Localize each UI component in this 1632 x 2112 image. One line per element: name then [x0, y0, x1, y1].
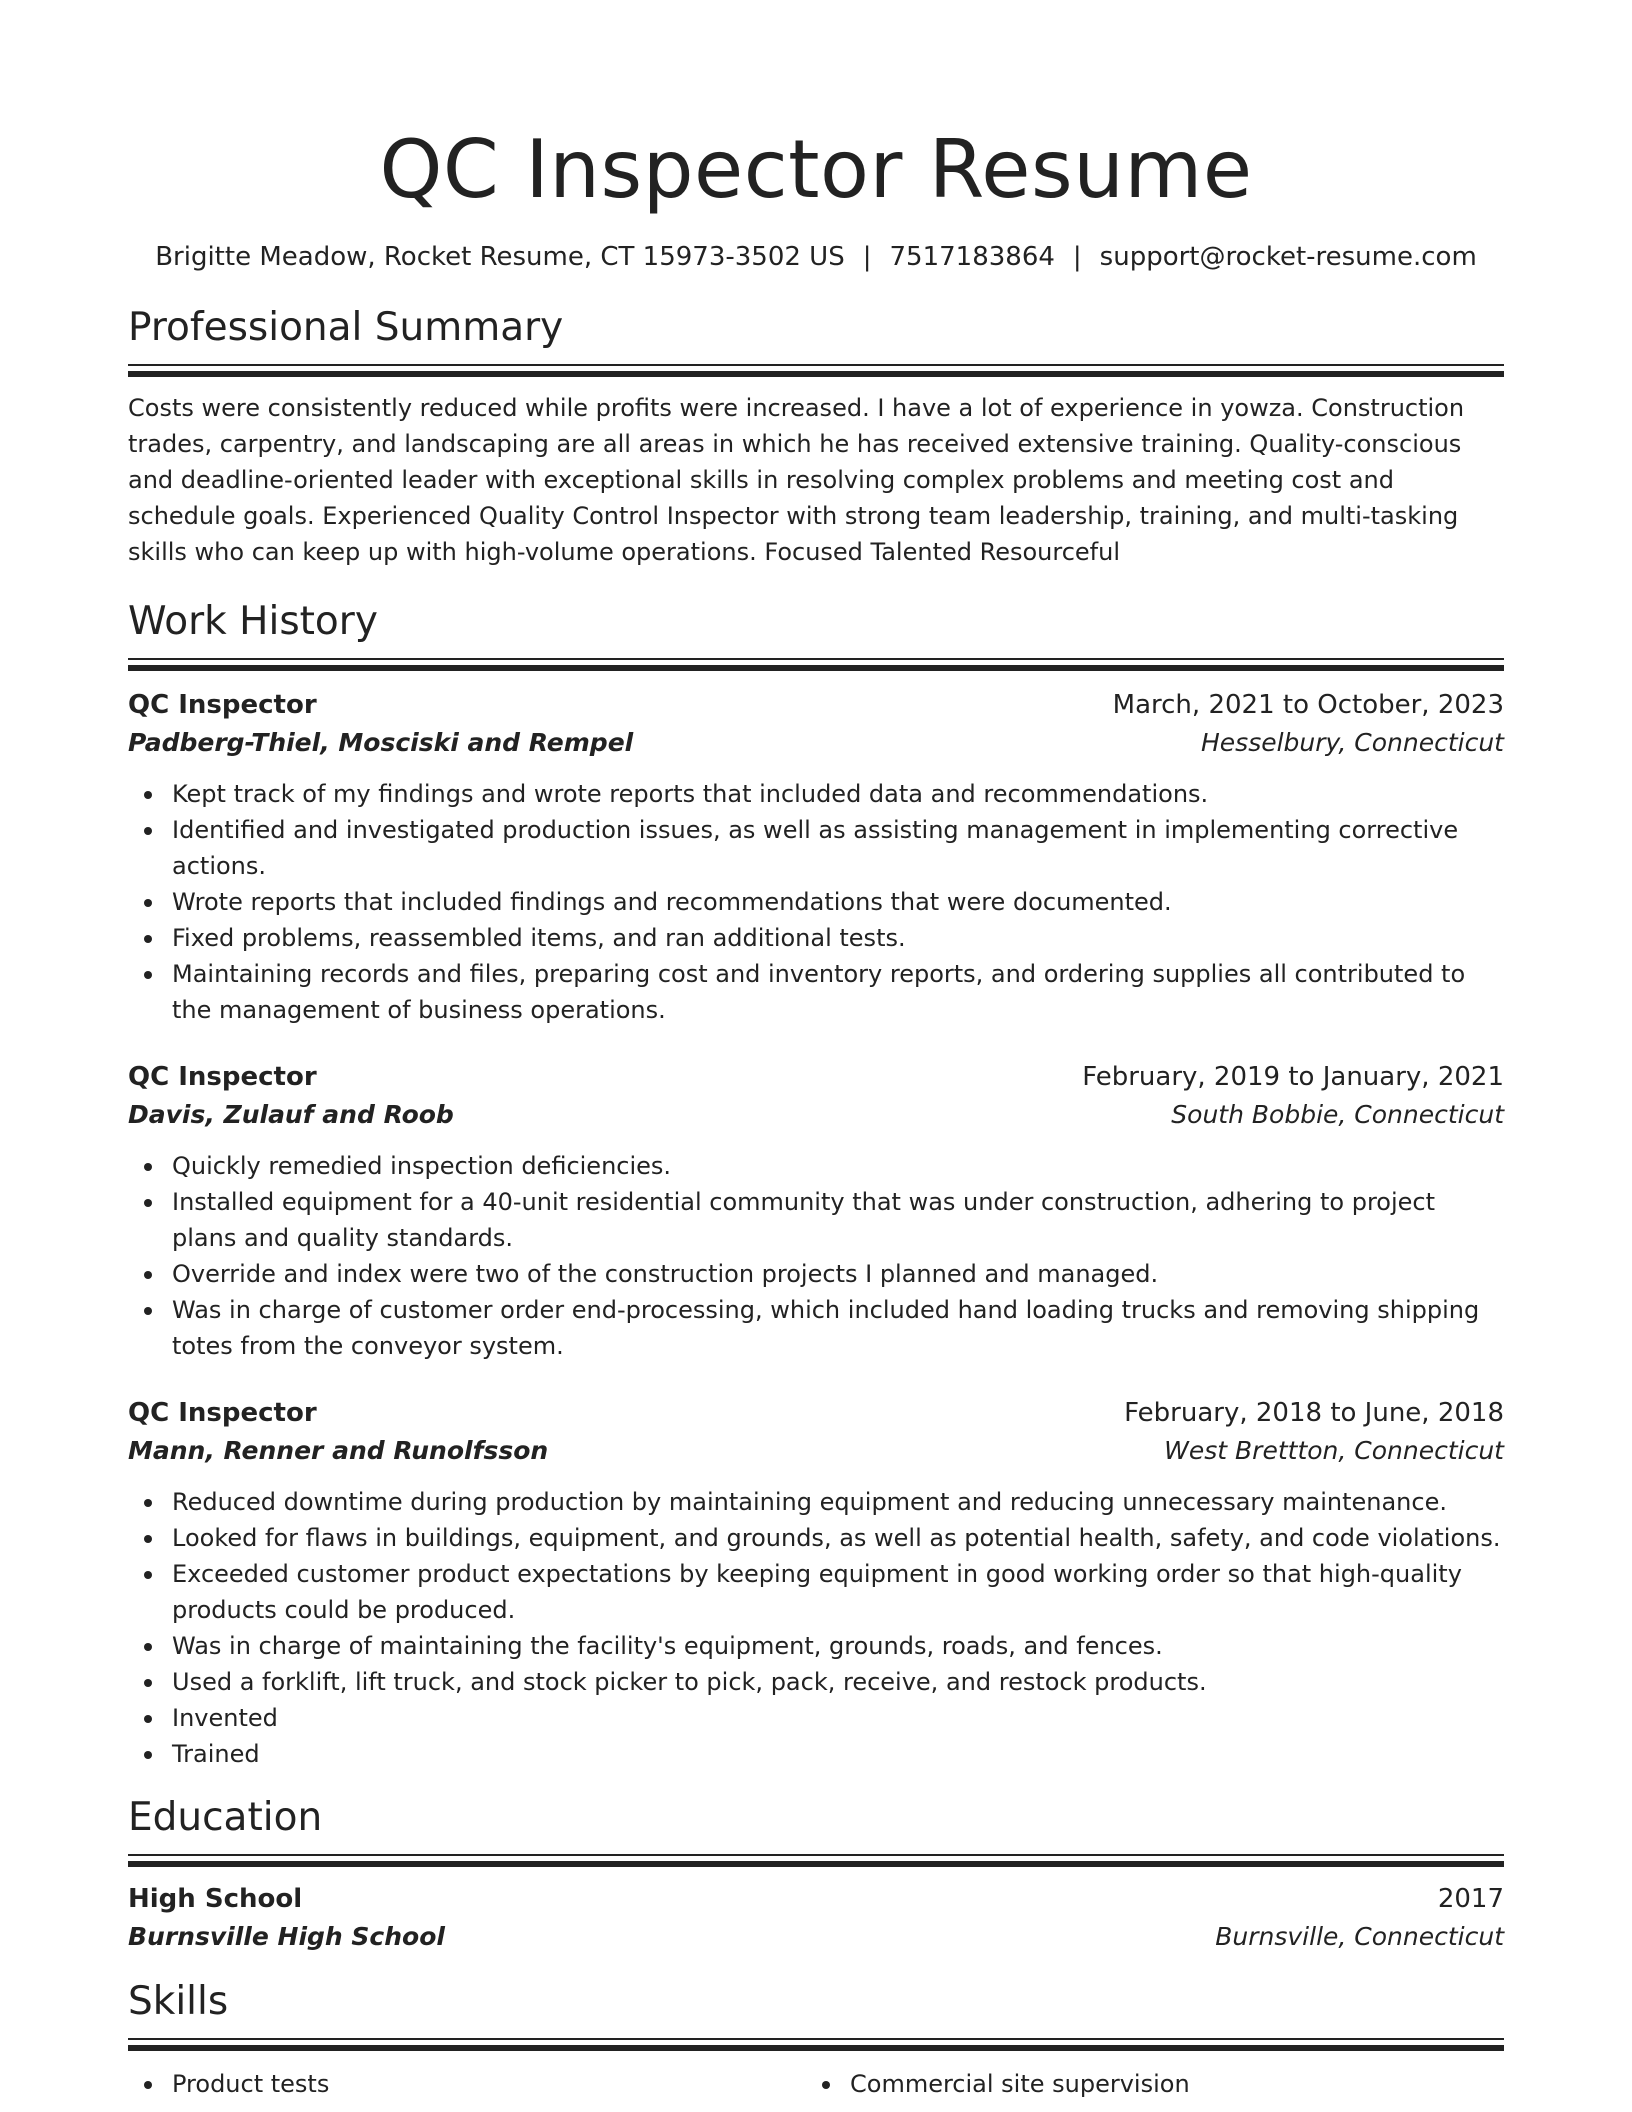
list-item: Fixed problems, reassembled items, and ran additional tests. — [128, 920, 1504, 956]
education-school: Burnsville High School — [128, 1922, 445, 1951]
skills-grid — [128, 2066, 1504, 2102]
contact-separator: | — [1072, 242, 1082, 272]
section-heading-education: Education — [128, 1795, 323, 1840]
resume-page — [128, 0, 1504, 2102]
job-header-row — [128, 686, 1504, 724]
section-divider — [128, 658, 1504, 672]
skills-column-left — [128, 2066, 806, 2102]
list-item: Trained — [128, 1736, 1504, 1772]
job-entry — [128, 686, 1504, 1028]
contact-line — [128, 240, 1504, 274]
resume-title: QC Inspector Resume — [379, 123, 1253, 216]
education-school-row — [128, 1918, 1504, 1956]
education-section — [128, 1794, 1504, 1956]
job-bullets — [128, 1484, 1504, 1772]
job-company-row — [128, 1432, 1504, 1470]
job-title: QC Inspector — [128, 1062, 317, 1092]
job-company-row — [128, 724, 1504, 762]
work-history-section — [128, 598, 1504, 1772]
education-degree: High School — [128, 1884, 303, 1914]
list-item: Override and index were two of the construction projects I planned and managed. — [128, 1256, 1504, 1292]
list-item: Was in charge of maintaining the facility's equipment, grounds, roads, and fences. — [128, 1628, 1504, 1664]
job-company: Mann, Renner and Runolfsson — [128, 1436, 549, 1465]
section-heading-summary: Professional Summary — [128, 305, 564, 350]
section-divider — [128, 2038, 1504, 2052]
list-item: Invented — [128, 1700, 1504, 1736]
skill-item: Product tests — [128, 2066, 806, 2102]
education-entry — [128, 1880, 1504, 1956]
education-header-row — [128, 1880, 1504, 1918]
job-location: West Brettton, Connecticut — [1164, 1436, 1504, 1465]
job-entry — [128, 1394, 1504, 1772]
education-year: 2017 — [1437, 1884, 1504, 1914]
job-bullets — [128, 1148, 1504, 1364]
job-company: Davis, Zulauf and Roob — [128, 1100, 454, 1129]
list-item: Reduced downtime during production by maintaining equipment and reducing unnecessary maintenance. — [128, 1484, 1504, 1520]
contact-address: Brigitte Meadow, Rocket Resume, CT 15973-3502 US — [155, 242, 845, 272]
job-dates: February, 2019 to January, 2021 — [1082, 1062, 1504, 1092]
skills-column-right — [806, 2066, 1484, 2102]
section-divider — [128, 1854, 1504, 1868]
job-title: QC Inspector — [128, 1398, 317, 1428]
job-header-row — [128, 1058, 1504, 1096]
job-company: Padberg-Thiel, Mosciski and Rempel — [128, 728, 634, 757]
job-bullets — [128, 776, 1504, 1028]
summary-section — [128, 304, 1504, 570]
skill-item: Commercial site supervision — [806, 2066, 1484, 2102]
list-item: Wrote reports that included findings and recommendations that were documented. — [128, 884, 1504, 920]
section-heading-skills: Skills — [128, 1979, 229, 2024]
list-item: Was in charge of customer order end-processing, which included hand loading trucks and removing shipping totes from the conveyor system. — [128, 1292, 1504, 1364]
job-header-row — [128, 1394, 1504, 1432]
skills-section — [128, 1978, 1504, 2102]
list-item: Quickly remedied inspection deficiencies. — [128, 1148, 1504, 1184]
job-company-row — [128, 1096, 1504, 1134]
job-location: South Bobbie, Connecticut — [1171, 1100, 1504, 1129]
list-item: Identified and investigated production issues, as well as assisting management in implementing corrective actions. — [128, 812, 1504, 884]
list-item: Kept track of my findings and wrote reports that included data and recommendations. — [128, 776, 1504, 812]
list-item: Installed equipment for a 40-unit residential community that was under construction, adhering to project plans and quality standards. — [128, 1184, 1504, 1256]
contact-separator: | — [862, 242, 872, 272]
list-item: Maintaining records and files, preparing cost and inventory reports, and ordering supplies all contributed to the management of business operations. — [128, 956, 1504, 1028]
summary-text: Costs were consistently reduced while profits were increased. I have a lot of experience in yowza. Construction trades, carpentry, and landscaping are all areas in which he has received extensive training. Quality-conscious and deadline-oriented leader with exceptional skills in resolving complex problems and meeting cost and schedule goals. Experienced Quality Control Inspector with strong team leadership, training, and multi-tasking skills who can keep up with high-volume operations. Focused Talented Resourceful — [128, 394, 1465, 566]
job-dates: March, 2021 to October, 2023 — [1112, 690, 1504, 720]
section-heading-work-history: Work History — [128, 599, 378, 644]
contact-email[interactable]: support@rocket-resume.com — [1099, 242, 1477, 272]
list-item: Used a forklift, lift truck, and stock picker to pick, pack, receive, and restock products. — [128, 1664, 1504, 1700]
job-entry — [128, 1058, 1504, 1364]
list-item: Looked for flaws in buildings, equipment, and grounds, as well as potential health, safety, and code violations. — [128, 1520, 1504, 1556]
section-divider — [128, 364, 1504, 378]
list-item: Exceeded customer product expectations by keeping equipment in good working order so that high-quality products could be produced. — [128, 1556, 1504, 1628]
contact-phone: 7517183864 — [889, 242, 1055, 272]
job-location: Hesselbury, Connecticut — [1200, 728, 1504, 757]
job-title: QC Inspector — [128, 690, 317, 720]
education-location: Burnsville, Connecticut — [1215, 1922, 1504, 1951]
job-dates: February, 2018 to June, 2018 — [1124, 1398, 1504, 1428]
